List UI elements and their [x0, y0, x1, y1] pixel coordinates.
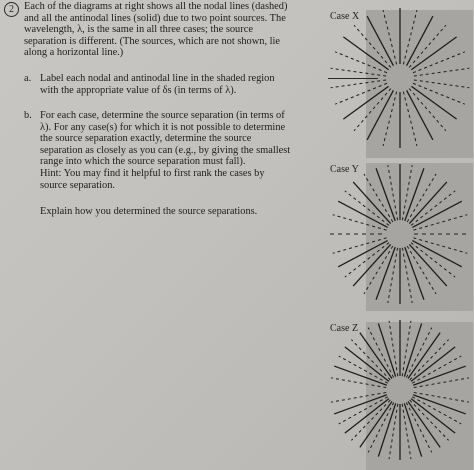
- nodal-line: [331, 378, 386, 388]
- antinodal-line: [413, 366, 466, 385]
- part-a-label: a.: [24, 73, 32, 84]
- antinodal-line: [413, 395, 466, 414]
- antinodal-line: [378, 403, 395, 456]
- part-b-label: b.: [24, 110, 32, 121]
- antinodal-line: [378, 323, 395, 376]
- intro-line: Each of the diagrams at right shows all the nodal lines (dashed): [24, 1, 288, 12]
- part-b-text: [40, 110, 290, 191]
- part-a-line: Label each nodal and antinodal line in the shaded region: [40, 73, 275, 84]
- nodal-line: [414, 392, 469, 402]
- antinodal-line: [404, 323, 421, 376]
- part-b-line: λ). For any case(s) for which it is not possible to determine: [40, 121, 286, 133]
- antinodal-line: [334, 395, 387, 414]
- part-a: [24, 73, 324, 97]
- part-b-line: For each case, determine the source separation (in terms of: [40, 110, 285, 121]
- case-z-label: Case Z: [330, 323, 359, 334]
- question-number: 2: [4, 2, 19, 17]
- part-b-line: Hint: You may find it helpful to first rank the cases by: [40, 167, 265, 179]
- antinodal-line: [334, 366, 387, 385]
- part-b-explain: Explain how you determined the source separations.: [40, 206, 258, 217]
- part-b-line: separation as closely as you can (e.g., by giving the smallest: [40, 144, 291, 156]
- intro-line: wavelength, λ, is the same in all three cases; the source: [24, 24, 253, 36]
- intro-line: separation is different. (The sources, which are not shown, lie: [24, 35, 281, 47]
- nodal-line: [414, 378, 469, 388]
- case-z-diagram: [322, 0, 474, 470]
- question-intro: [24, 1, 324, 59]
- case-x-label: Case X: [330, 11, 360, 22]
- nodal-line: [331, 392, 386, 402]
- part-a-line: with the appropriate value of δs (in terms of λ).: [40, 84, 237, 96]
- part-b-line: range into which the source separation must fall).: [40, 156, 246, 168]
- part-b: [24, 110, 324, 194]
- antinodal-line: [404, 403, 421, 456]
- case-y-label: Case Y: [330, 164, 359, 175]
- part-b-line: the source separation exactly, determine the source: [40, 133, 252, 145]
- part-b-line: source separation.: [40, 179, 116, 191]
- intro-line: along a horizontal line.): [24, 47, 124, 59]
- intro-line: and all the antinodal lines (solid) due to two point sources. The: [24, 12, 286, 24]
- part-a-text: [40, 73, 275, 96]
